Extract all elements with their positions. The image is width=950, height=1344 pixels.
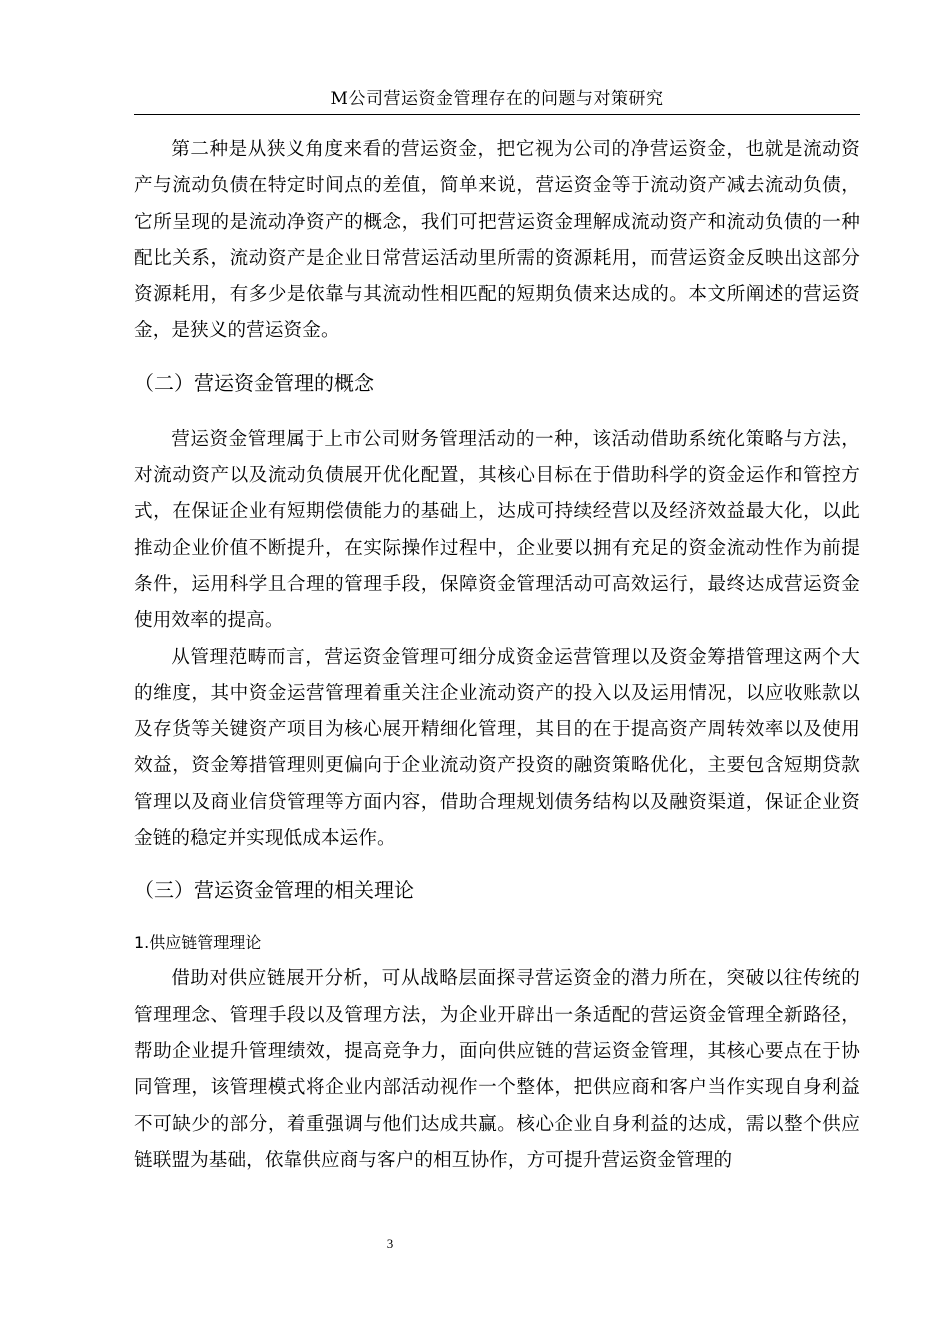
document-body xyxy=(134,132,860,1179)
paragraph-narrow-working-capital: 第二种是从狭义角度来看的营运资金，把它视为公司的净营运资金，也就是流动资产与流动负债在特定时间点的差值，简单来说，营运资金等于流动资产减去流动负债，它所呈现的是流动净资产的概念，我们可把营运资金理解成流动资产和流动负债的一种配比关系，流动资产是企业日常营运活动里所需的资源耗用，而营运资金反映出这部分资源耗用，有多少是依靠与其流动性相匹配的短期负债来达成的。本文所阐述的营运资金，是狭义的营运资金。 xyxy=(134,139,860,342)
header-divider xyxy=(134,114,860,115)
paragraph-management-concept: 营运资金管理属于上市公司财务管理活动的一种，该活动借助系统化策略与方法，对流动资产以及流动负债展开优化配置，其核心目标在于借助科学的资金运作和管控方式，在保证企业有短期偿债能力的基础上，达成可持续经营以及经济效益最大化，以此推动企业价值不断提升，在实际操作过程中，企业要以拥有充足的资金流动性作为前提条件，运用科学且合理的管理手段，保障资金管理活动可高效运行，最终达成营运资金使用效率的提高。 xyxy=(134,428,860,632)
section-heading-concept: （二）营运资金管理的概念 xyxy=(134,370,374,395)
section-heading-theories: （三）营运资金管理的相关理论 xyxy=(134,878,414,903)
subsection-heading-supply-chain: 1.供应链管理理论 xyxy=(134,933,262,953)
page-header-title: M公司营运资金管理存在的问题与对策研究 xyxy=(330,89,664,109)
page-number: 3 xyxy=(386,1236,394,1251)
paragraph-management-scope: 从管理范畴而言，营运资金管理可细分成资金运营管理以及资金筹措管理这两个大的维度，其中资金运营管理着重关注企业流动资产的投入以及运用情况，以应收账款以及存货等关键资产项目为核心展开精细化管理，其目的在于提高资产周转效率以及使用效益，资金筹措管理则更偏向于企业流动资产投资的融资策略优化，主要包含短期贷款管理以及商业信贷管理等方面内容，借助合理规划债务结构以及融资渠道，保证企业资金链的稳定并实现低成本运作。 xyxy=(134,646,860,850)
paragraph-supply-chain-theory: 借助对供应链展开分析，可从战略层面探寻营运资金的潜力所在，突破以往传统的管理理念、管理手段以及管理方法，为企业开辟出一条适配的营运资金管理全新路径，帮助企业提升管理绩效，提高竞争力，面向供应链的营运资金管理，其核心要点在于协同管理，该管理模式将企业内部活动视作一个整体，把供应商和客户当作实现自身利益不可缺少的部分，着重强调与他们达成共赢。核心企业自身利益的达成，需以整个供应链联盟为基础，依靠供应商与客户的相互协作，方可提升营运资金管理的 xyxy=(134,968,860,1171)
